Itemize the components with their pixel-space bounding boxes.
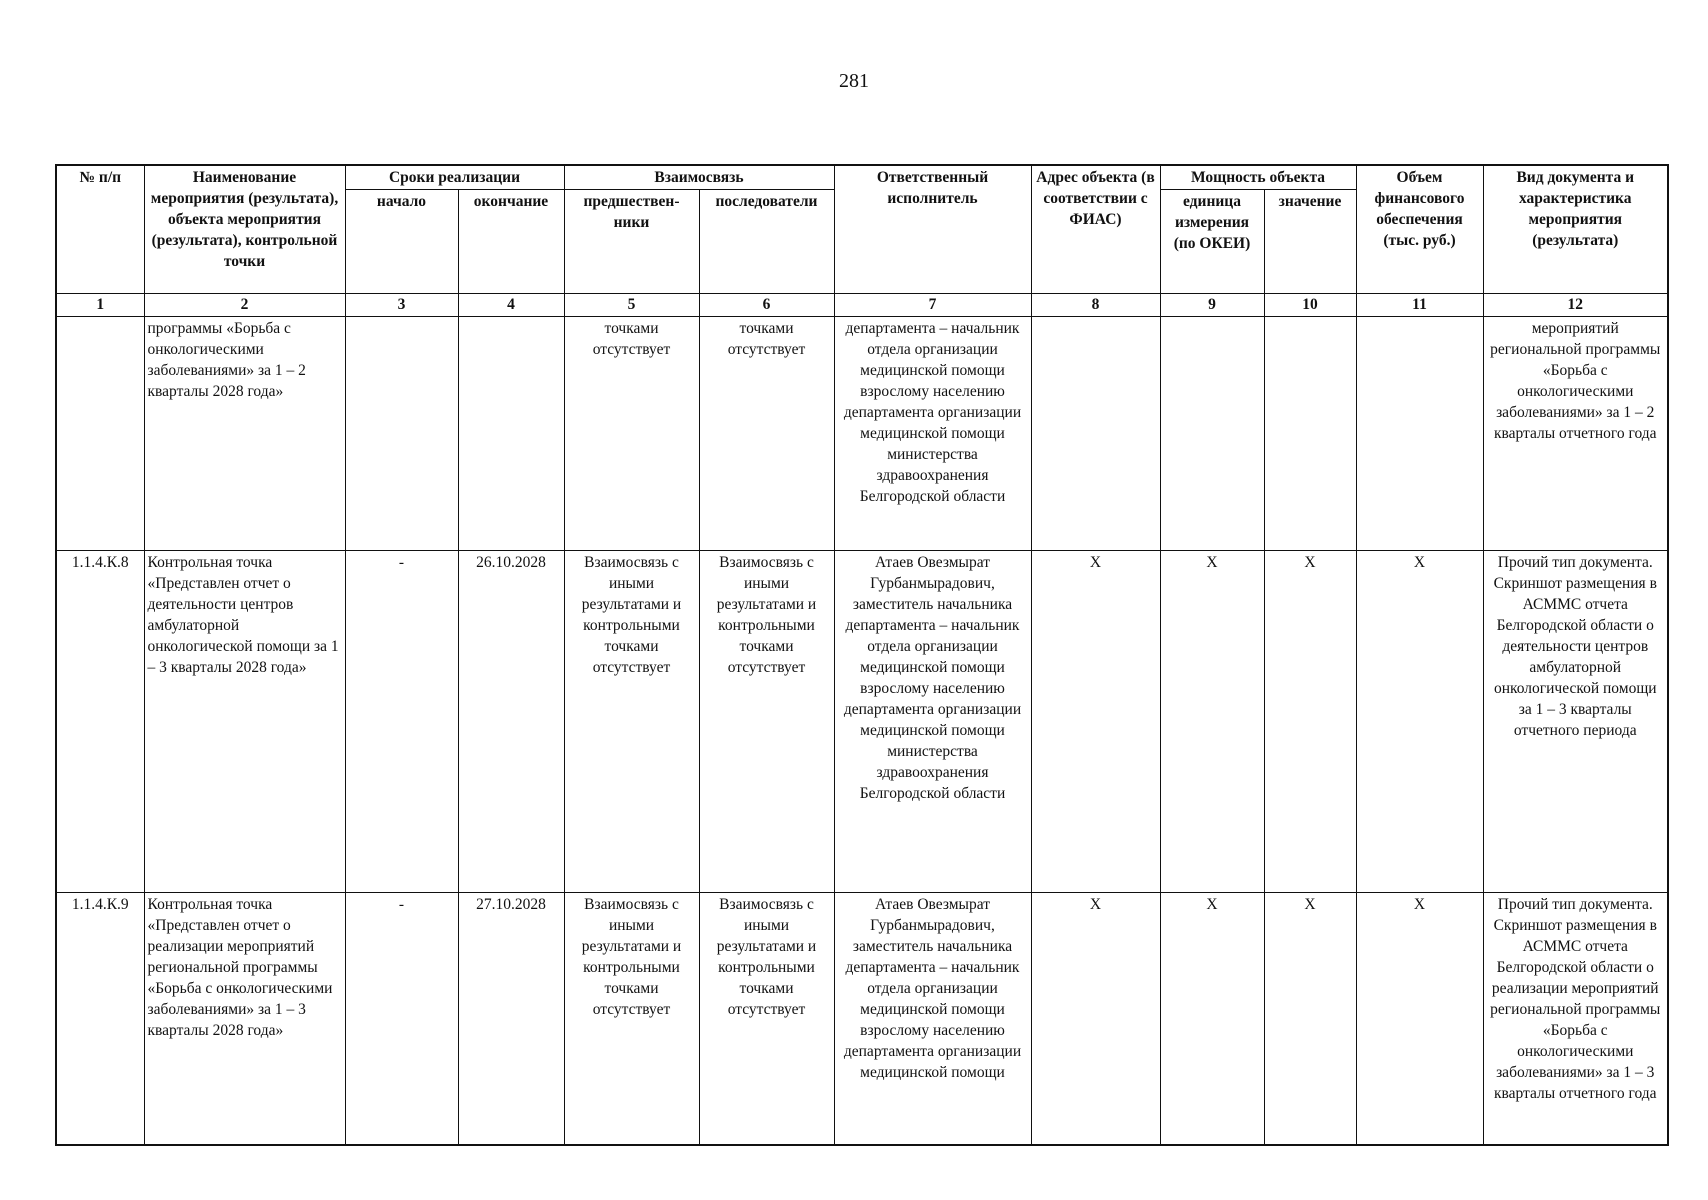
header-name: Наименование мероприятия (результата), объекта мероприятия (результата), контрольной точки (144, 165, 345, 294)
cell-finance: Х (1356, 893, 1483, 1145)
column-number: 5 (564, 294, 699, 317)
plan-table (55, 164, 1669, 1146)
cell-responsible: Атаев Овезмырат Гурбанмырадович, заместитель начальника департамента – начальник отдела организации медицинской помощи взрослому населению департамента организации медицинской помощи (834, 893, 1031, 1145)
table-row (56, 317, 1668, 551)
header-row-1 (56, 165, 1668, 190)
cell-name: программы «Борьба с онкологическими заболеваниями» за 1 – 2 кварталы 2028 года» (144, 317, 345, 551)
cell-start: - (345, 551, 458, 893)
column-number: 4 (458, 294, 564, 317)
cell-address (1031, 317, 1160, 551)
cell-end: 27.10.2028 (458, 893, 564, 1145)
header-start: начало (345, 190, 458, 294)
cell-predecessors: Взаимосвязь с иными результатами и контрольными точками отсутствует (564, 893, 699, 1145)
header-successors: последователи (699, 190, 834, 294)
column-number: 11 (1356, 294, 1483, 317)
cell-value (1264, 317, 1356, 551)
cell-finance (1356, 317, 1483, 551)
column-number: 7 (834, 294, 1031, 317)
cell-no: 1.1.4.К.9 (56, 893, 144, 1145)
cell-start (345, 317, 458, 551)
header-no: № п/п (56, 165, 144, 294)
cell-end: 26.10.2028 (458, 551, 564, 893)
cell-end (458, 317, 564, 551)
cell-address: Х (1031, 893, 1160, 1145)
cell-predecessors: Взаимосвязь с иными результатами и контрольными точками отсутствует (564, 551, 699, 893)
column-number: 10 (1264, 294, 1356, 317)
column-number: 1 (56, 294, 144, 317)
column-number: 12 (1483, 294, 1668, 317)
cell-document: мероприятий региональной программы «Борьба с онкологическими заболеваниями» за 1 – 2 кварталы отчетного года (1483, 317, 1668, 551)
cell-value: Х (1264, 551, 1356, 893)
cell-responsible: департамента – начальник отдела организации медицинской помощи взрослому населению департамента организации медицинской помощи министерства здравоохранения Белгородской области (834, 317, 1031, 551)
cell-document: Прочий тип документа. Скриншот размещения в АСММС отчета Белгородской области о реализации мероприятий региональной программы «Борьба с онкологическими заболеваниями» за 1 – 3 кварталы отчетного года (1483, 893, 1668, 1145)
column-number: 6 (699, 294, 834, 317)
cell-name: Контрольная точка «Представлен отчет о деятельности центров амбулаторной онкологической помощи за 1 – 3 кварталы 2028 года» (144, 551, 345, 893)
header-link: Взаимосвязь (564, 165, 834, 190)
page-number: 281 (839, 70, 869, 92)
header-responsible: Ответственный исполнитель (834, 165, 1031, 294)
column-number-row (56, 294, 1668, 317)
cell-no (56, 317, 144, 551)
cell-predecessors: точками отсутствует (564, 317, 699, 551)
cell-unit: Х (1160, 893, 1264, 1145)
header-end: окончание (458, 190, 564, 294)
header-document: Вид документа и характеристика мероприятия (результата) (1483, 165, 1668, 294)
cell-value: Х (1264, 893, 1356, 1145)
table-row (56, 551, 1668, 893)
cell-start: - (345, 893, 458, 1145)
header-address: Адрес объекта (в соответствии с ФИАС) (1031, 165, 1160, 294)
header-predecessors: предшествен-ники (564, 190, 699, 294)
header-value: значение (1264, 190, 1356, 294)
header-finance: Объем финансового обеспечения (тыс. руб.) (1356, 165, 1483, 294)
cell-successors: Взаимосвязь с иными результатами и контрольными точками отсутствует (699, 893, 834, 1145)
column-number: 9 (1160, 294, 1264, 317)
column-number: 2 (144, 294, 345, 317)
cell-successors: Взаимосвязь с иными результатами и контрольными точками отсутствует (699, 551, 834, 893)
cell-unit: Х (1160, 551, 1264, 893)
cell-no: 1.1.4.К.8 (56, 551, 144, 893)
table-row (56, 893, 1668, 1145)
cell-finance: Х (1356, 551, 1483, 893)
column-number: 3 (345, 294, 458, 317)
header-terms: Сроки реализации (345, 165, 564, 190)
header-unit: единица измерения (по ОКЕИ) (1160, 190, 1264, 294)
column-number: 8 (1031, 294, 1160, 317)
cell-document: Прочий тип документа. Скриншот размещения в АСММС отчета Белгородской области о деятельности центров амбулаторной онкологической помощи за 1 – 3 кварталы отчетного периода (1483, 551, 1668, 893)
cell-name: Контрольная точка «Представлен отчет о реализации мероприятий региональной программы «Борьба с онкологическими заболеваниями» за 1 – 3 кварталы 2028 года» (144, 893, 345, 1145)
cell-successors: точками отсутствует (699, 317, 834, 551)
cell-address: Х (1031, 551, 1160, 893)
header-power: Мощность объекта (1160, 165, 1356, 190)
cell-unit (1160, 317, 1264, 551)
cell-responsible: Атаев Овезмырат Гурбанмырадович, заместитель начальника департамента – начальник отдела организации медицинской помощи взрослому населению департамента организации медицинской помощи министерства здравоохранения Белгородской области (834, 551, 1031, 893)
